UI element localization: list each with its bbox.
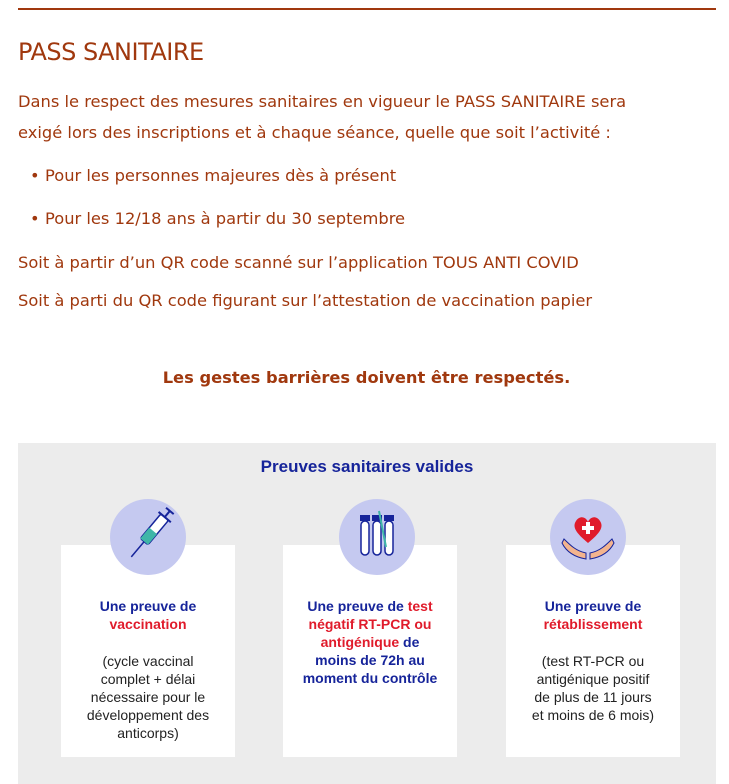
vaccination-proof-card [61, 545, 235, 757]
infographic-title: Preuves sanitaires valides [260, 457, 474, 476]
card-description: (test RT-PCR ou antigénique positif de plus de 11 jours et moins de 6 mois) [531, 653, 655, 723]
intro-line-2: exigé lors des inscriptions et à chaque séance, quelle que soit l’activité : [18, 123, 611, 142]
intro-paragraph [18, 86, 718, 148]
qr-paper-line: Soit à parti du QR code figurant sur l’attestation de vaccination papier [18, 291, 593, 310]
syringe-icon [110, 499, 186, 575]
heart-hands-icon [550, 499, 626, 575]
test-tubes-icon [339, 499, 415, 575]
barrier-gestures-notice: Les gestes barrières doivent être respectés. [162, 368, 571, 387]
list-item: • Pour les personnes majeures dès à présent [30, 160, 405, 203]
page-title: PASS SANITAIRE [18, 38, 204, 66]
card-heading: Une preuve de vaccination [99, 598, 197, 632]
card-heading: Une preuve de test négatif RT-PCR ou antigénique de moins de 72h au moment du contrôle [302, 598, 438, 686]
list-item: • Pour les 12/18 ans à partir du 30 septembre [30, 203, 405, 246]
intro-line-1: Dans le respect des mesures sanitaires en vigueur le PASS SANITAIRE sera [18, 92, 627, 111]
card-heading: Une preuve de rétablissement [543, 598, 643, 632]
card-description: (cycle vaccinal complet + délai nécessaire pour le développement des anticorps) [86, 653, 210, 741]
top-divider [18, 8, 716, 10]
valid-proofs-infographic [18, 443, 716, 784]
recovery-proof-card [506, 545, 680, 757]
test-proof-card [283, 545, 457, 757]
requirements-list [30, 160, 405, 246]
qr-app-line: Soit à partir d’un QR code scanné sur l’application TOUS ANTI COVID [18, 253, 579, 272]
